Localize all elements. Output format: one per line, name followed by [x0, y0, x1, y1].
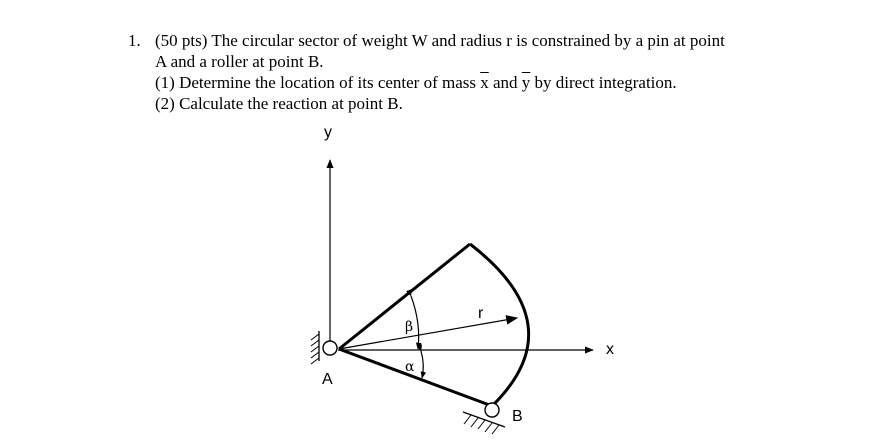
roller-b — [485, 403, 499, 417]
y-axis-label: y — [324, 124, 332, 141]
pin-a — [323, 341, 337, 355]
y-bar-symbol: $\overline{y}$ — [521, 73, 531, 92]
radius-arrow — [339, 318, 517, 349]
circular-sector — [339, 244, 529, 406]
radius-label: r — [478, 305, 484, 322]
roller-support-b — [463, 403, 505, 434]
part-1-text-start: (1) Determine the location of its center of mass — [155, 73, 481, 92]
alpha-label: α — [405, 359, 415, 375]
point-a-label: A — [322, 371, 333, 388]
part-1-text-mid: and — [488, 73, 522, 92]
problem-line-1: (50 pts) The circular sector of weight W and radius r is constrained by a pin at point — [155, 31, 725, 50]
alpha-angle-arc — [421, 351, 423, 378]
problem-line-4: (2) Calculate the reaction at point B. — [155, 94, 403, 113]
beta-label: β — [405, 319, 414, 335]
part-1-text-end: by direct integration. — [530, 73, 677, 92]
problem-line-2: A and a roller at point B. — [155, 52, 324, 71]
x-bar-symbol: $\overline{x}$ — [480, 73, 489, 92]
problem-number: 1. — [128, 31, 141, 50]
x-axis-label: x — [606, 341, 614, 358]
point-b-label: B — [512, 408, 523, 425]
pin-support-a — [311, 331, 337, 364]
